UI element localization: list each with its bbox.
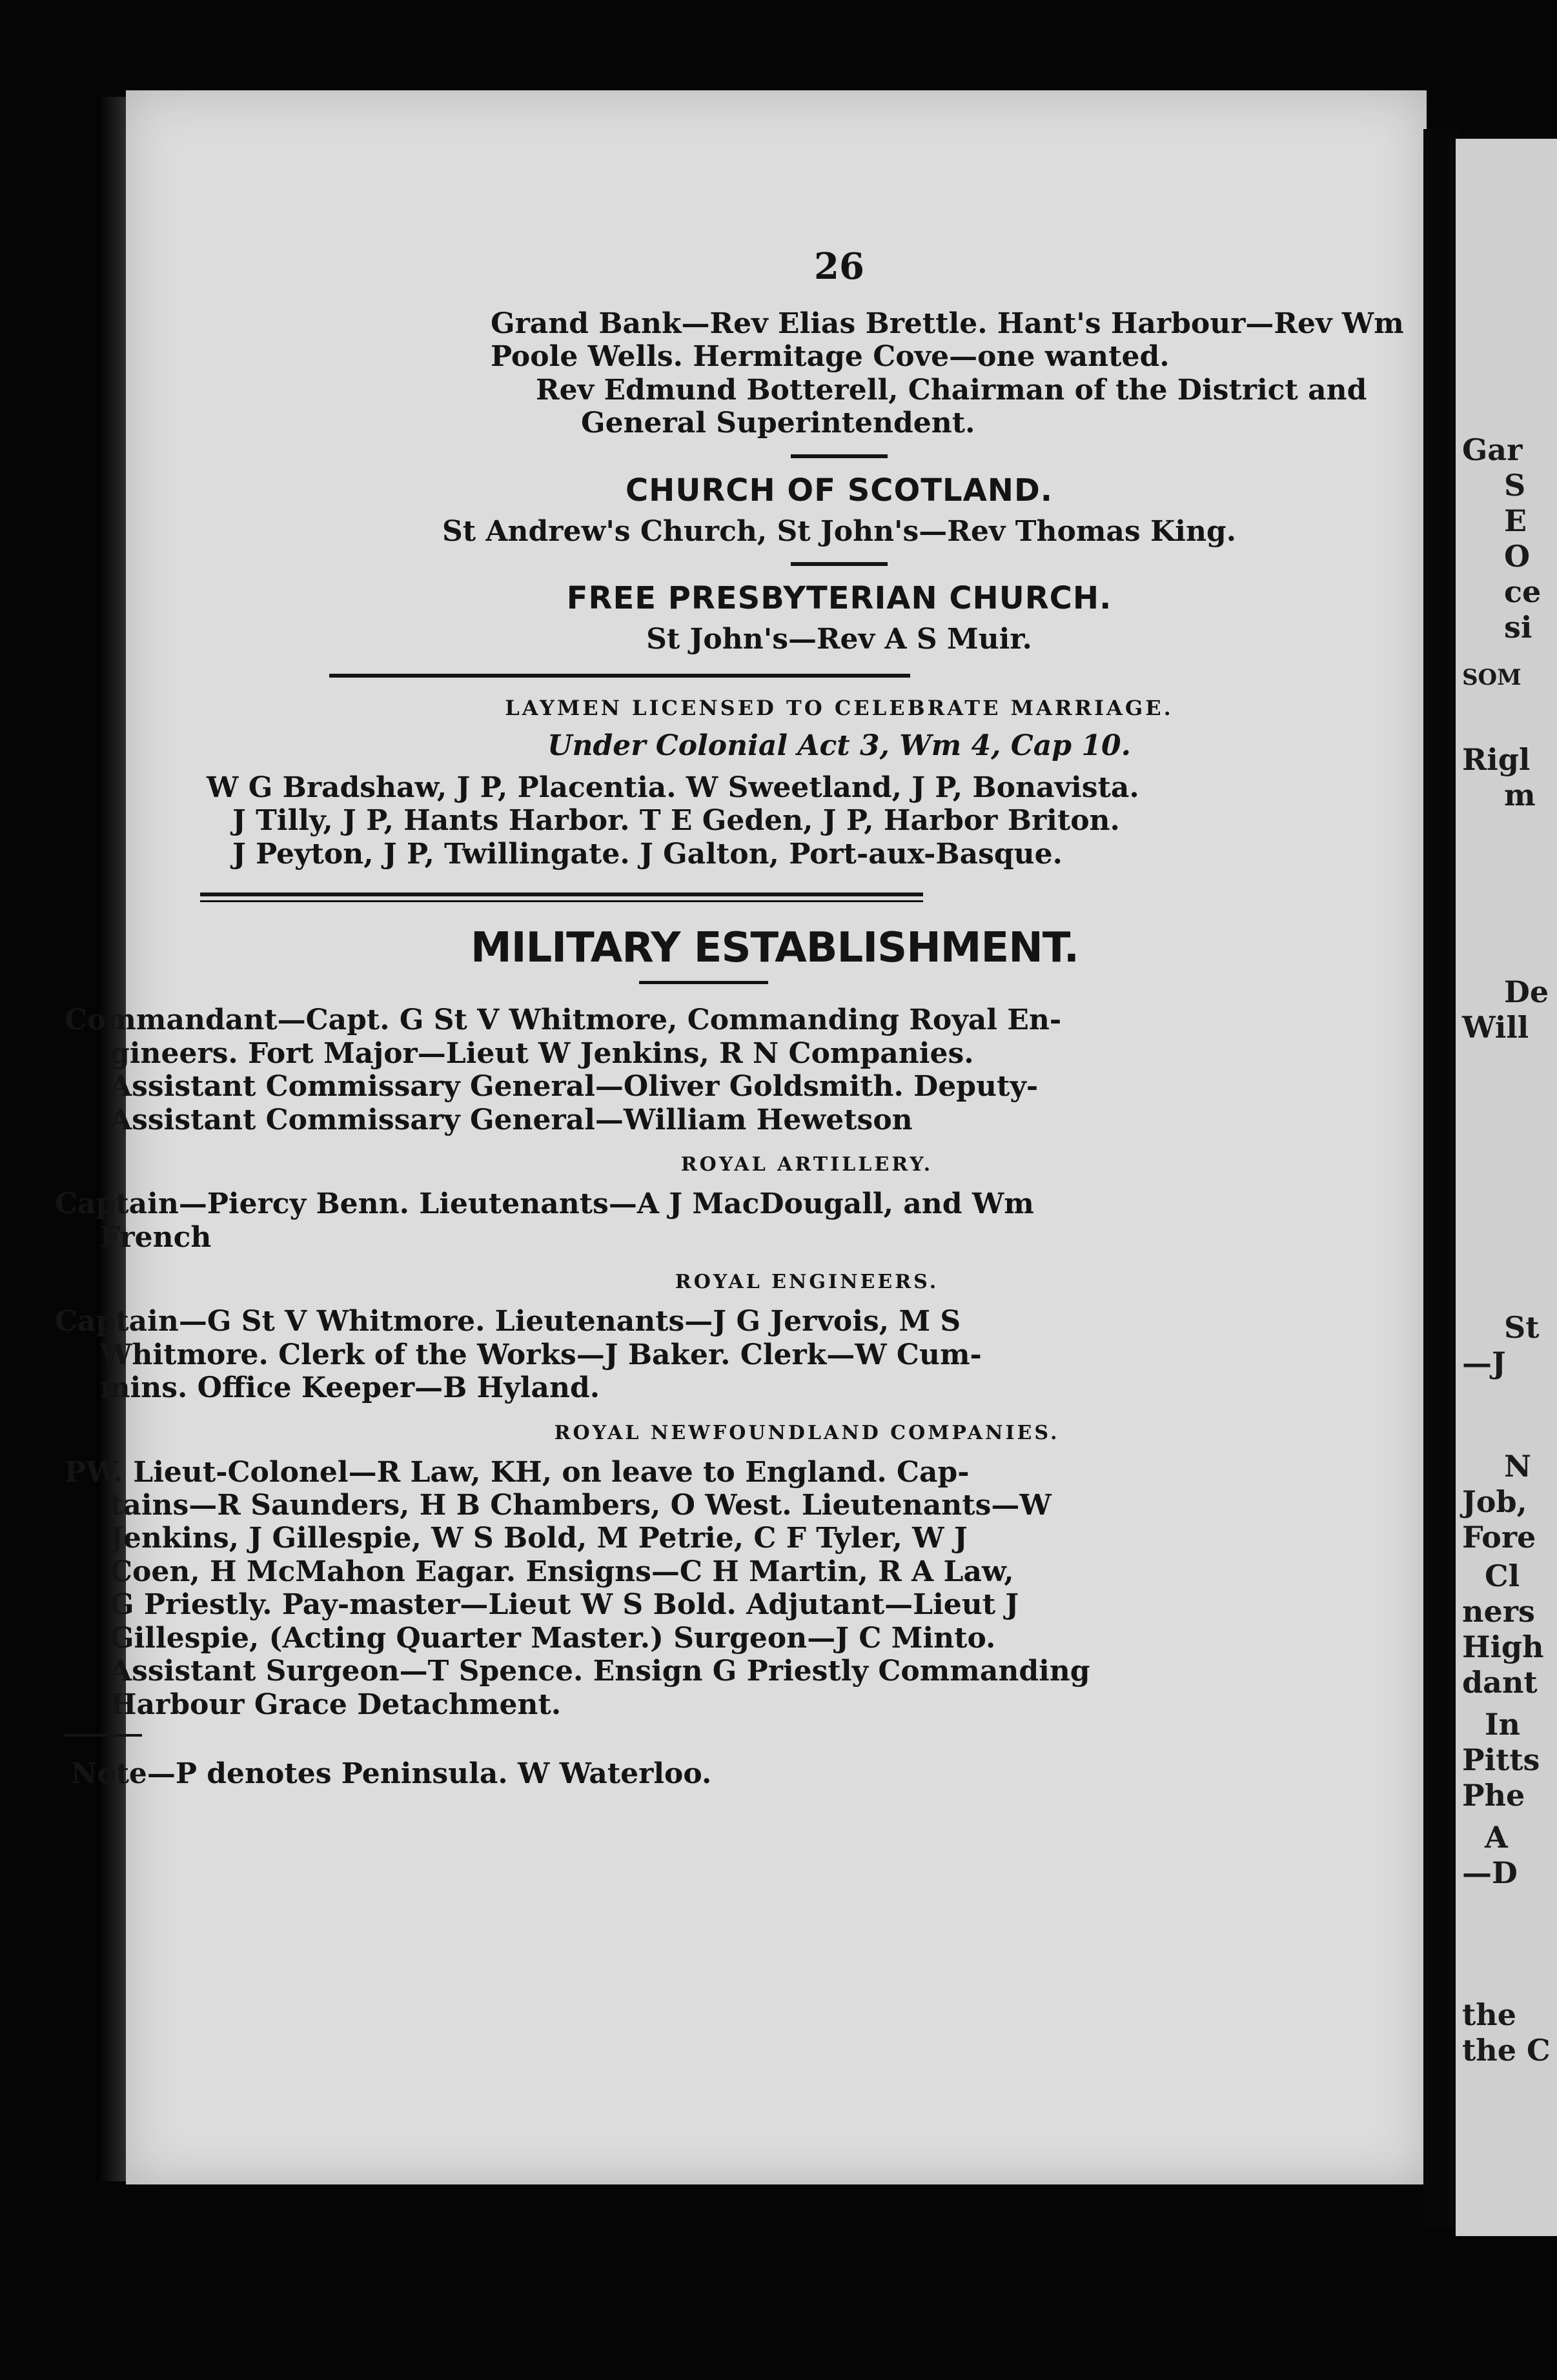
adjacent-fragment: Rigl <box>1462 742 1531 777</box>
text-line: French <box>100 1220 212 1254</box>
adjacent-fragment: Phe <box>1462 1778 1525 1813</box>
text-line: Captain—G St V Whitmore. Lieutenants—J G Jervois, M S <box>55 1305 961 1338</box>
text-line: J Peyton, J P, Twillingate. J Galton, Port-aux-Basque. <box>232 837 1063 871</box>
adjacent-fragment: ce <box>1504 574 1542 609</box>
adjacent-fragment: Pitts <box>1462 1742 1540 1777</box>
adjacent-fragment: the <box>1462 1997 1516 2032</box>
adjacent-fragment: O <box>1504 539 1531 574</box>
adjacent-fragment: the C <box>1462 2033 1551 2068</box>
text-line: PW. Lieut-Colonel—R Law, KH, on leave to England. Cap- <box>65 1455 970 1489</box>
colonial-act-reference: Under Colonial Act 3, Wm 4, Cap 10. <box>547 729 1131 762</box>
adjacent-fragment: —D <box>1462 1855 1518 1890</box>
text-line: Whitmore. Clerk of the Works—J Baker. Clerk—W Cum- <box>100 1338 982 1371</box>
methodist-ministers <box>491 307 1557 440</box>
text-line: Assistant Commissary General—Oliver Goldsmith. Deputy- <box>110 1070 1039 1104</box>
adjacent-fragment: ners <box>1462 1594 1535 1629</box>
text-line: Gillespie, (Acting Quarter Master.) Surgeon—J C Minto. <box>110 1621 996 1655</box>
adjacent-fragment: High <box>1462 1629 1544 1664</box>
laymen-list <box>207 771 1401 871</box>
note-divider <box>65 1734 142 1737</box>
page-content <box>55 245 1404 1791</box>
adjacent-fragment: SOM <box>1462 665 1521 691</box>
adjacent-fragment: A <box>1485 1820 1508 1855</box>
adjacent-fragment: Job, <box>1462 1484 1527 1519</box>
text-line: gineers. Fort Major—Lieut W Jenkins, R N Companies. <box>110 1036 974 1070</box>
adjacent-fragment: Will <box>1462 1010 1529 1045</box>
free-presbyterian-heading: FREE PRESBYTERIAN CHURCH. <box>566 580 1112 616</box>
royal-engineers-list <box>55 1305 1401 1404</box>
royal-artillery-list <box>55 1187 1401 1254</box>
royal-newfoundland-list <box>65 1456 1401 1722</box>
section-divider <box>791 562 888 566</box>
text-line: G Priestly. Pay-master—Lieut W S Bold. Adjutant—Lieut J <box>110 1588 1019 1622</box>
church-of-scotland-entry: St Andrew's Church, St John's—Rev Thomas King. <box>442 514 1237 548</box>
adjacent-fragment: dant <box>1462 1665 1538 1700</box>
text-line: W G Bradshaw, J P, Placentia. W Sweetland, J P, Bonavista. <box>207 771 1139 804</box>
text-line: Assistant Surgeon—T Spence. Ensign G Priestly Commanding <box>110 1655 1090 1688</box>
adjacent-fragment: E <box>1504 503 1527 538</box>
text-line: Captain—Piercy Benn. Lieutenants—A J MacDougall, and Wm <box>55 1187 1034 1221</box>
text-line: Grand Bank—Rev Elias Brettle. Hant's Harbour—Rev Wm <box>491 307 1404 340</box>
section-divider <box>791 454 888 458</box>
heading-underline <box>639 981 768 984</box>
text-line: General Superintendent. <box>581 407 975 440</box>
church-of-scotland-heading: CHURCH OF SCOTLAND. <box>625 472 1053 509</box>
adjacent-fragment: si <box>1504 610 1532 645</box>
adjacent-fragment: St <box>1504 1310 1540 1345</box>
text-line: Poole Wells. Hermitage Cove—one wanted. <box>491 340 1170 374</box>
text-line: Jenkins, J Gillespie, W S Bold, M Petrie, C F Tyler, W J <box>110 1522 968 1555</box>
adjacent-fragment: In <box>1485 1707 1520 1742</box>
text-line: J Tilly, J P, Hants Harbor. T E Geden, J P, Harbor Briton. <box>232 804 1120 838</box>
text-line: tains—R Saunders, H B Chambers, O West. Lieutenants—W <box>110 1488 1052 1522</box>
adjacent-fragment: Cl <box>1485 1558 1520 1593</box>
text-line: Rev Edmund Botterell, Chairman of the District and <box>536 373 1367 407</box>
military-intro <box>65 1003 1401 1136</box>
footnote: Note—P denotes Peninsula. W Waterloo. <box>71 1757 712 1791</box>
laymen-heading: LAYMEN LICENSED TO CELEBRATE MARRIAGE. <box>505 695 1174 720</box>
adjacent-fragment: Fore <box>1462 1520 1536 1555</box>
royal-engineers-heading: ROYAL ENGINEERS. <box>675 1271 939 1294</box>
text-line: Assistant Commissary General—William Hewetson <box>110 1103 913 1136</box>
text-line: Coen, H McMahon Eagar. Ensigns—C H Martin, R A Law, <box>110 1555 1014 1588</box>
military-establishment-heading: MILITARY ESTABLISHMENT. <box>471 924 1079 973</box>
free-presbyterian-entry: St John's—Rev A S Muir. <box>646 622 1032 656</box>
page-number: 26 <box>814 245 864 288</box>
royal-newfoundland-heading: ROYAL NEWFOUNDLAND COMPANIES. <box>554 1421 1060 1444</box>
page-edge <box>1423 129 1459 2226</box>
royal-artillery-heading: ROYAL ARTILLERY. <box>680 1153 933 1176</box>
adjacent-fragment: m <box>1504 778 1536 812</box>
double-rule-divider <box>200 892 923 902</box>
text-line: mins. Office Keeper—B Hyland. <box>100 1371 600 1405</box>
adjacent-fragment: —J <box>1462 1346 1506 1380</box>
adjacent-fragment: S <box>1504 468 1526 503</box>
adjacent-page <box>1456 139 1557 2236</box>
section-divider <box>329 674 910 678</box>
text-line: Commandant—Capt. G St V Whitmore, Commanding Royal En- <box>65 1003 1062 1037</box>
adjacent-fragment: Gar <box>1462 432 1523 467</box>
adjacent-fragment: N <box>1504 1449 1532 1484</box>
adjacent-fragment: De <box>1504 974 1549 1009</box>
text-line: Harbour Grace Detachment. <box>110 1688 562 1721</box>
